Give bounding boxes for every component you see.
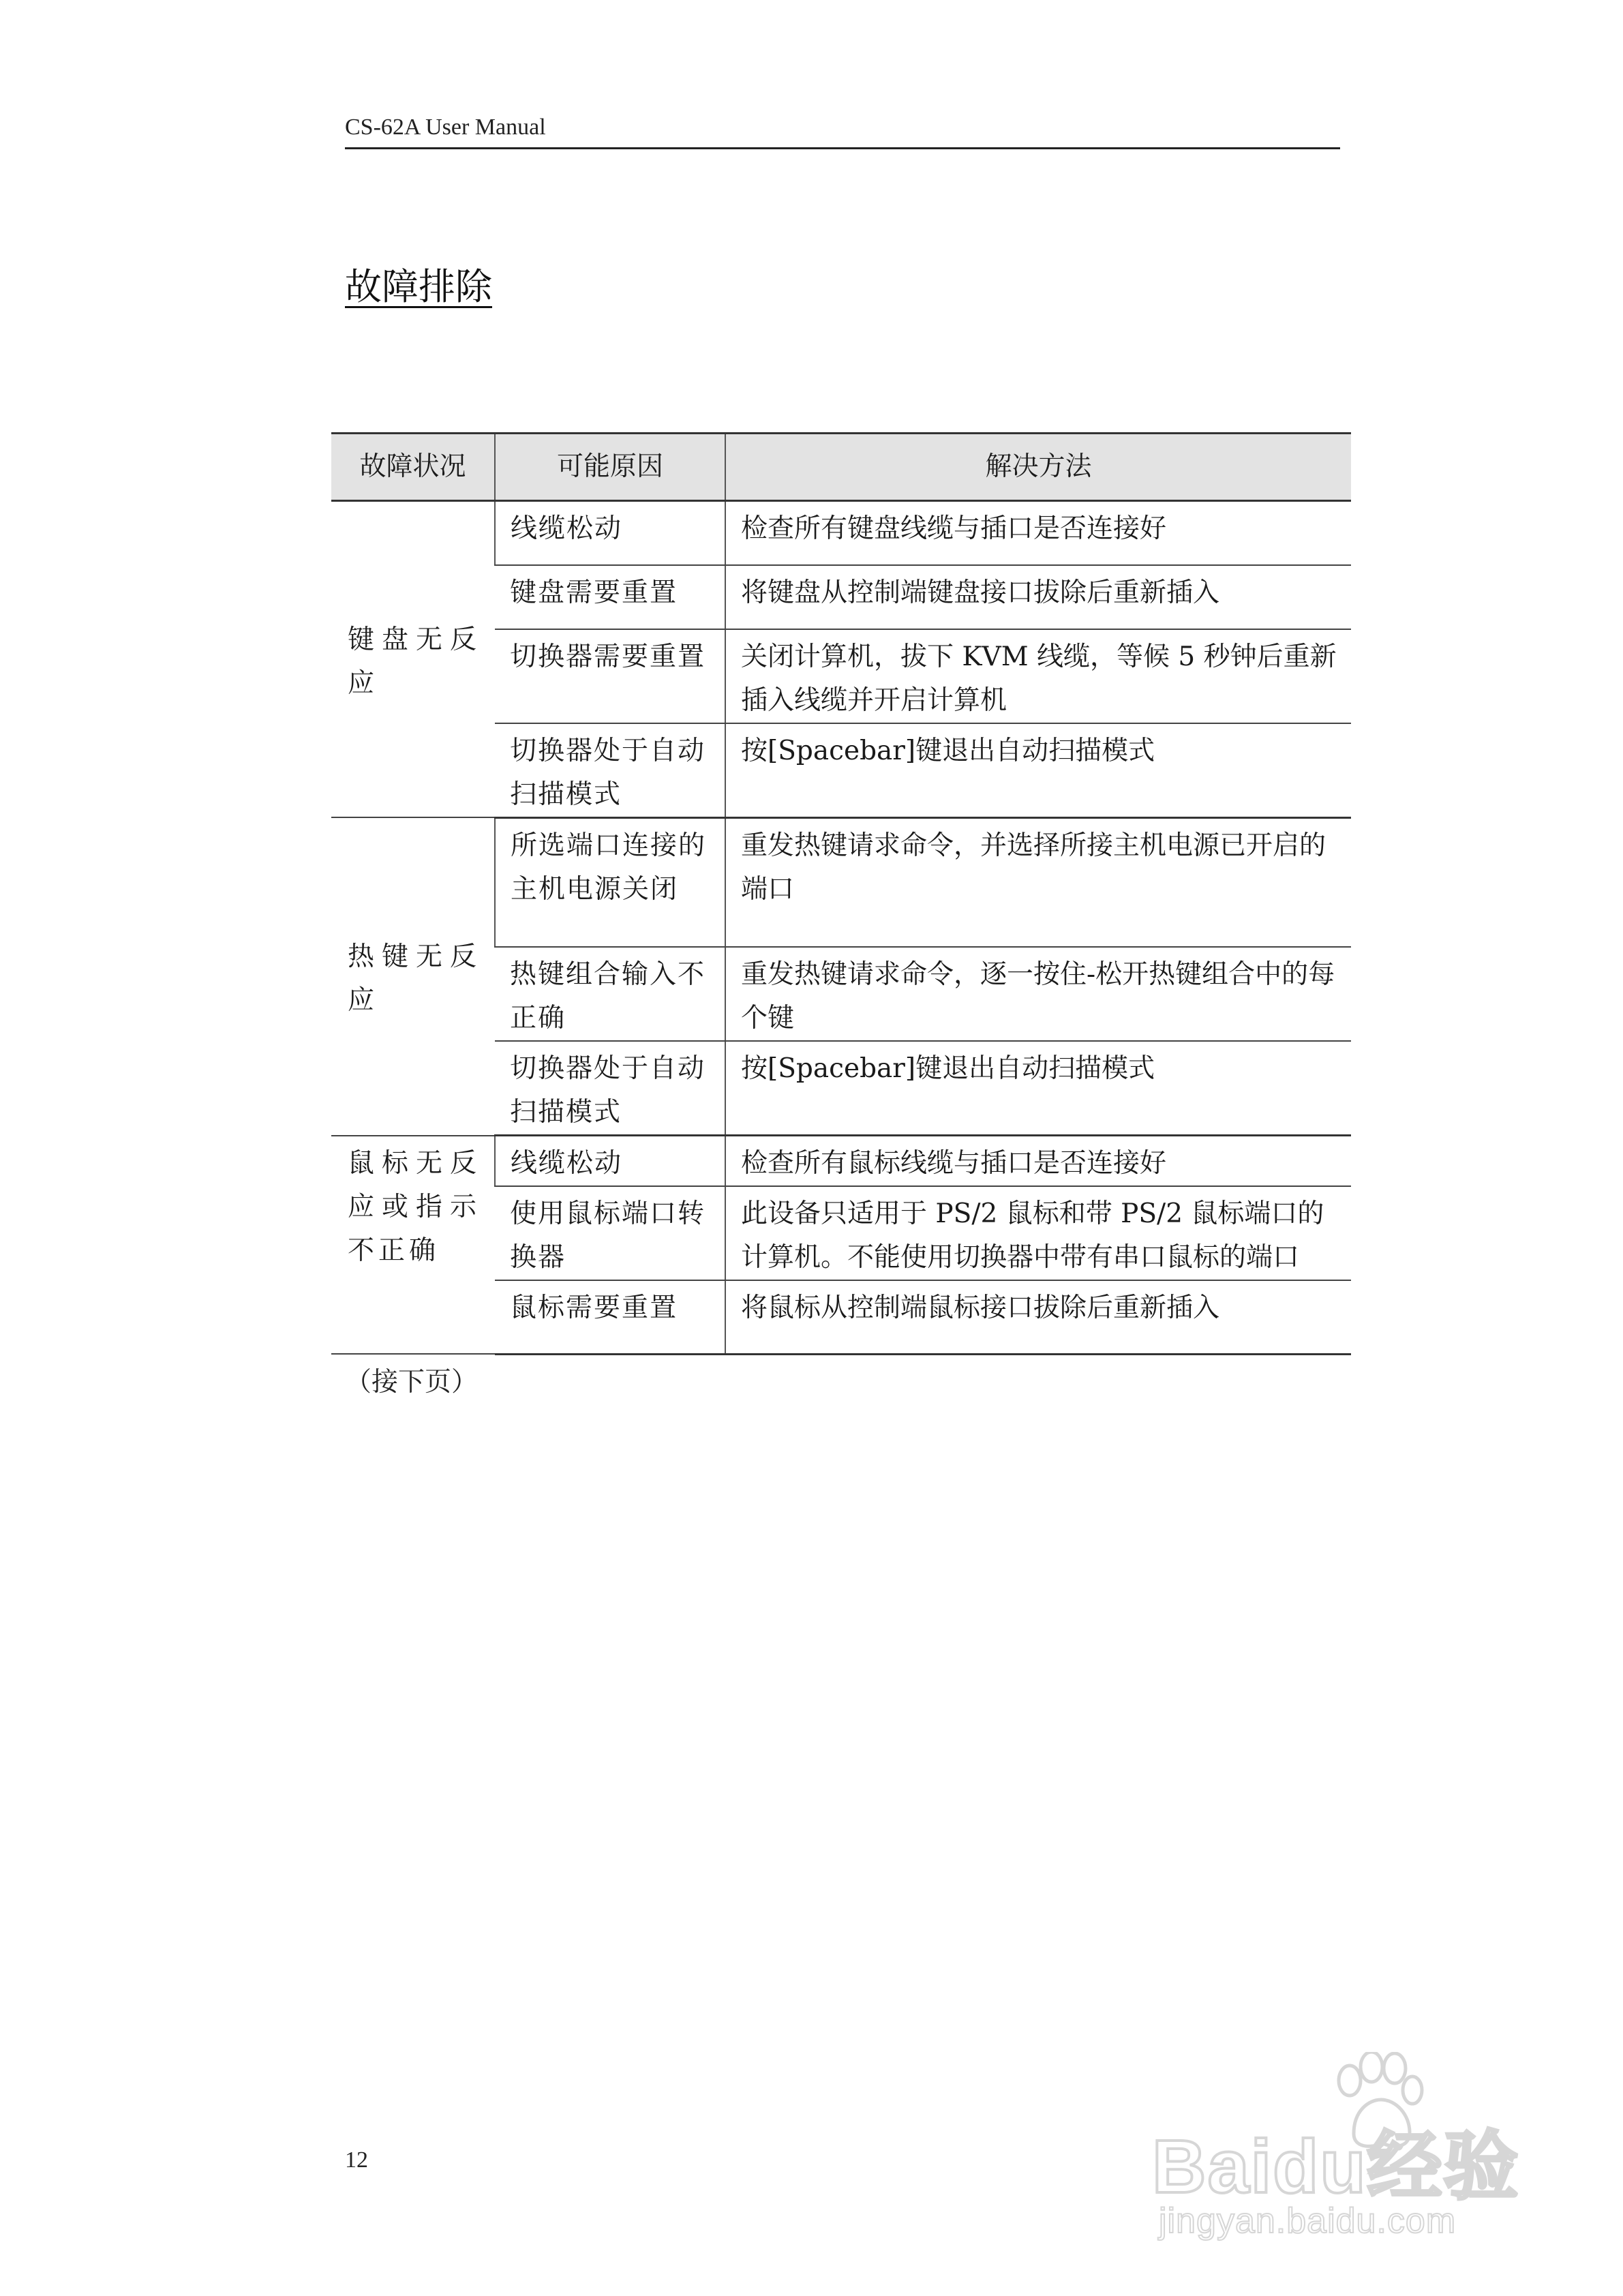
continued-note: （接下页）	[345, 1367, 479, 1398]
column-header-cause: 可能原因	[495, 434, 725, 501]
solution-cell: 重发热键请求命令，逐一按住-松开热键组合中的每个键	[725, 947, 1351, 1041]
solution-cell: 将键盘从控制端键盘接口拔除后重新插入	[725, 565, 1351, 629]
baidu-watermark	[1152, 2079, 1534, 2243]
cause-cell: 切换器处于自动扫描模式	[495, 1041, 725, 1136]
column-header-symptom: 故障状况	[331, 434, 495, 501]
solution-cell: 检查所有键盘线缆与插口是否连接好	[725, 501, 1351, 565]
cause-cell: 热键组合输入不正确	[495, 947, 725, 1041]
column-header-solution: 解决方法	[725, 434, 1351, 501]
table-header-row	[331, 434, 1351, 501]
solution-cell: 检查所有鼠标线缆与插口是否连接好	[725, 1136, 1351, 1187]
solution-cell: 重发热键请求命令，并选择所接主机电源已开启的端口	[725, 817, 1351, 947]
cause-cell: 鼠标需要重置	[495, 1280, 725, 1354]
symptom-cell: 热键无反应	[331, 817, 495, 1136]
page-number: 12	[345, 2147, 368, 2173]
watermark-brand: Baidu经验	[1152, 2125, 1520, 2209]
cause-cell: 线缆松动	[495, 501, 725, 565]
cause-cell: 使用鼠标端口转换器	[495, 1186, 725, 1280]
table-row	[331, 501, 1351, 565]
table-row	[331, 817, 1351, 947]
symptom-cell: 鼠标无反应或指示不正确	[331, 1136, 495, 1355]
solution-cell: 按[Spacebar]键退出自动扫描模式	[725, 723, 1351, 818]
cause-cell: 切换器需要重置	[495, 629, 725, 723]
cause-cell: 线缆松动	[495, 1136, 725, 1187]
running-header: CS-62A User Manual	[345, 115, 546, 140]
table-row	[331, 1136, 1351, 1187]
symptom-cell: 键盘无反应	[331, 501, 495, 818]
troubleshooting-table	[331, 432, 1351, 1355]
watermark-url: jingyan.baidu.com	[1159, 2201, 1457, 2241]
section-title: 故障排除	[345, 265, 492, 308]
solution-cell: 关闭计算机，拔下 KVM 线缆，等候 5 秒钟后重新插入线缆并开启计算机	[725, 629, 1351, 723]
cause-cell: 切换器处于自动扫描模式	[495, 723, 725, 818]
solution-cell: 将鼠标从控制端鼠标接口拔除后重新插入	[725, 1280, 1351, 1354]
cause-cell: 所选端口连接的主机电源关闭	[495, 817, 725, 947]
solution-cell: 按[Spacebar]键退出自动扫描模式	[725, 1041, 1351, 1136]
header-rule	[345, 147, 1340, 149]
cause-cell: 键盘需要重置	[495, 565, 725, 629]
solution-cell: 此设备只适用于 PS/2 鼠标和带 PS/2 鼠标端口的计算机。不能使用切换器中带有串口鼠标的端口	[725, 1186, 1351, 1280]
